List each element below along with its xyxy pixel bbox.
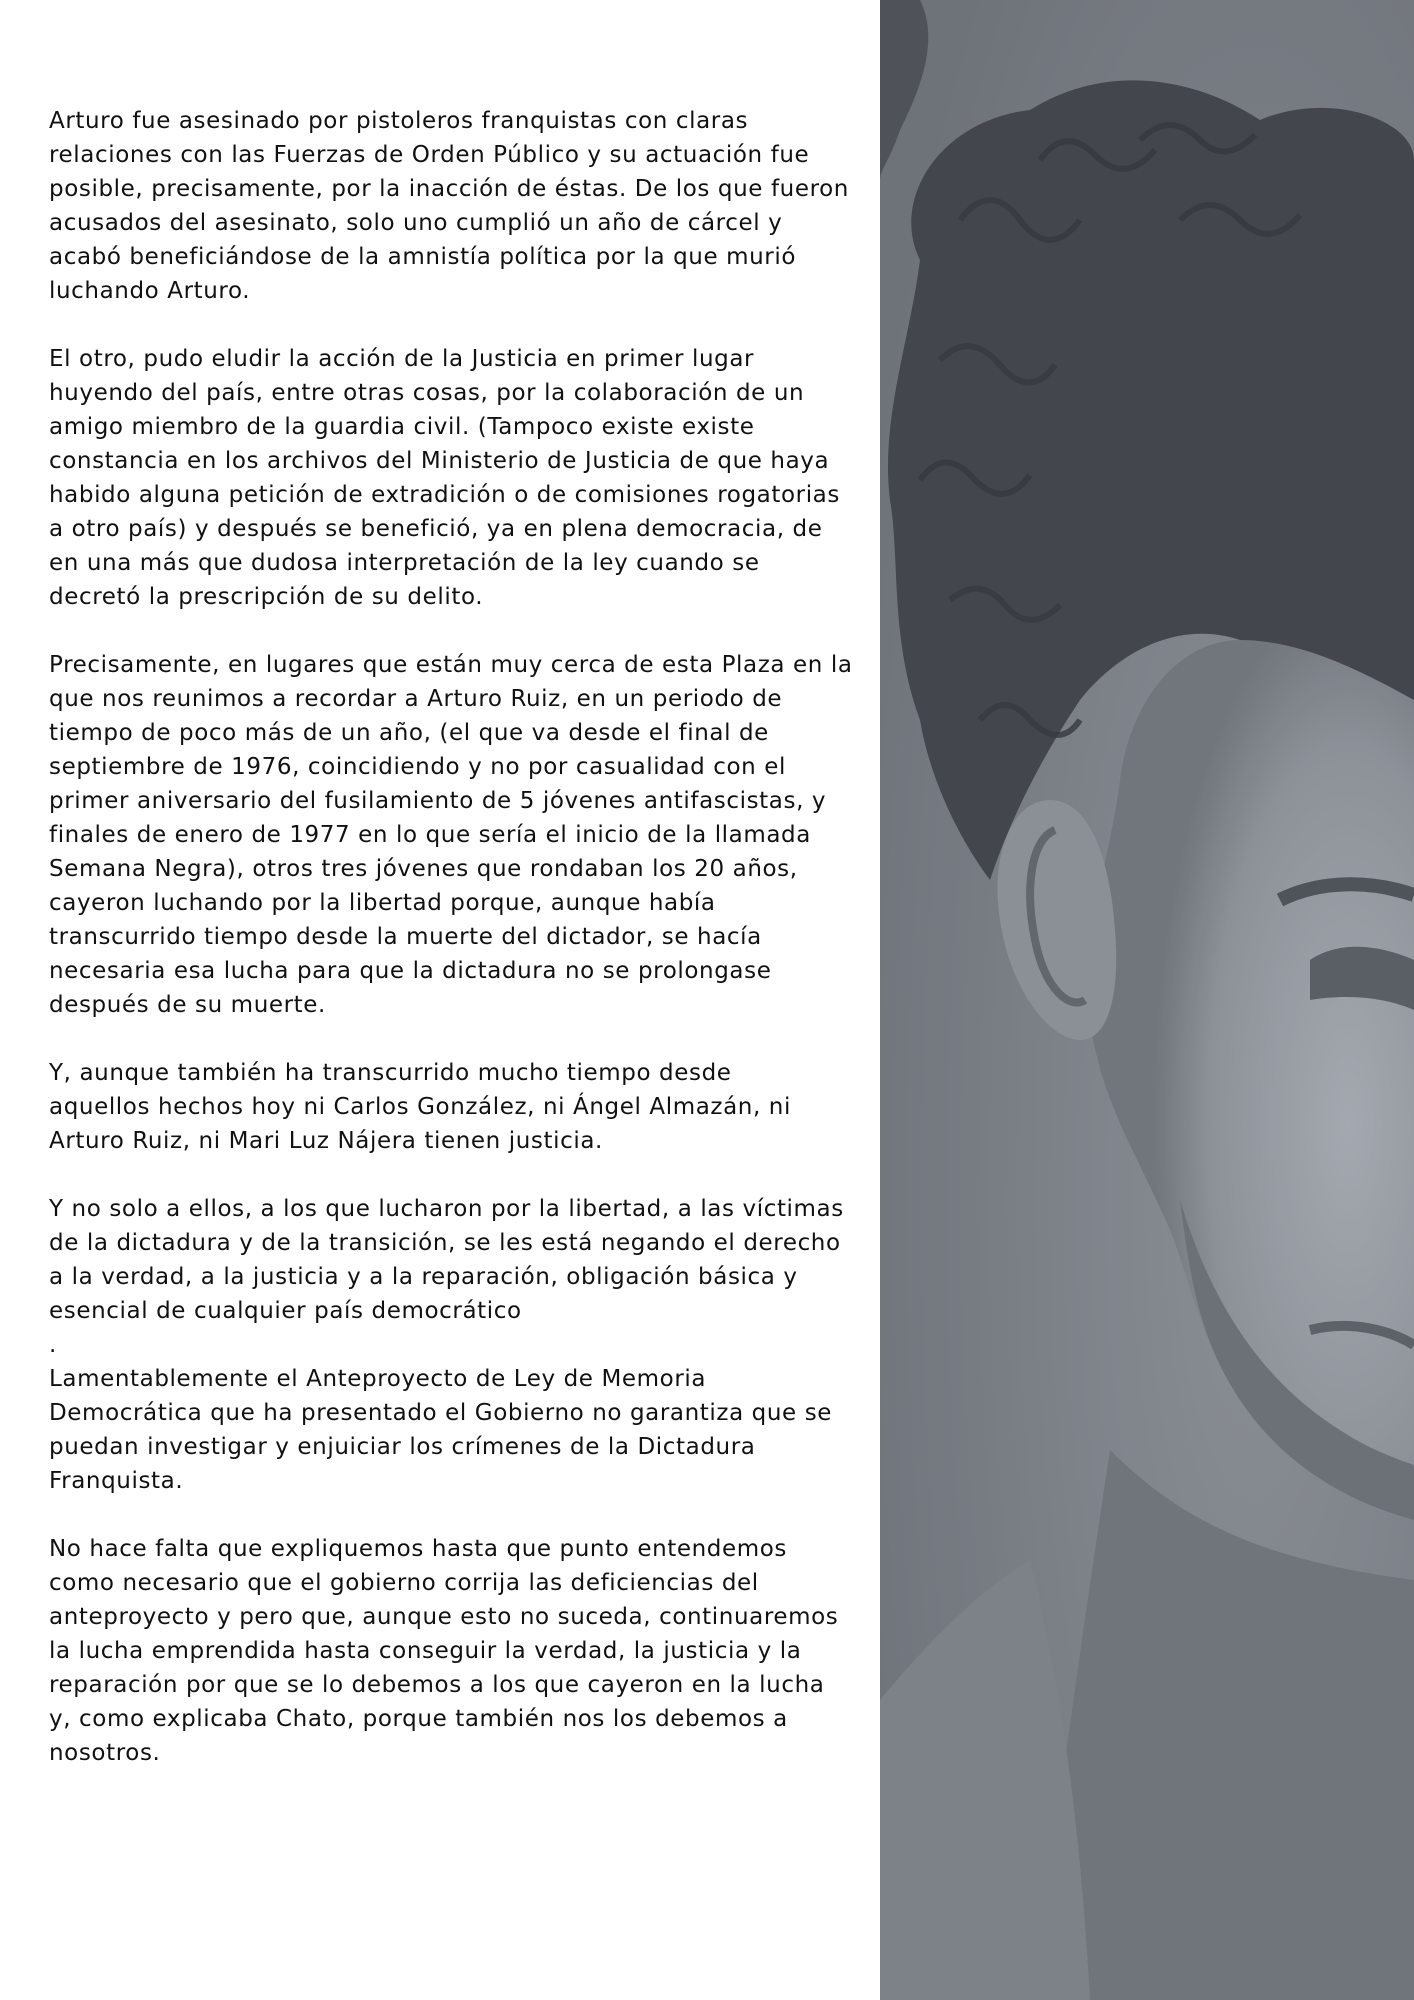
paragraph-5: Y no solo a ellos, a los que lucharon por la libertad, a las víctimas de la dictadura y de la transición, se les está negando el derecho a la verdad, a la justicia y a la reparación, obligación básica y esencial de cualquier país democrático — [49, 1196, 844, 1324]
paragraph-6: Lamentablemente el Anteproyecto de Ley de Memoria Democrática que ha presentado el Gobierno no garantiza que se puedan investigar y enjuiciar los crímenes de la Dictadura Franquista. — [49, 1366, 833, 1494]
paragraph-2: El otro, pudo eludir la acción de la Justicia en primer lugar huyendo del país, entre otras cosas, por la colaboración de un amigo miembro de la guardia civil. (Tampoco existe existe constancia en los archivos del Ministerio de Justicia de que haya habido alguna petición de extradición o de comisiones rogatorias a otro país) y después se benefició, ya en plena democracia, de en una más que dudosa interpretación de la ley cuando se decretó la prescripción de su delito. — [49, 346, 840, 610]
article-text — [49, 104, 881, 1770]
paragraph-3: Precisamente, en lugares que están muy cerca de esta Plaza en la que nos reunimos a recordar a Arturo Ruiz, en un periodo de tiempo de poco más de un año, (el que va desde el final de septiembre de 1976, coincidiendo y no por casualidad con el primer aniversario del fusilamiento de 5 jóvenes antifascistas, y finales de enero de 1977 en lo que sería el inicio de la llamada Semana Negra), otros tres jóvenes que rondaban los 20 años, cayeron luchando por la libertad porque, aunque había transcurrido tiempo desde la muerte del dictador, se hacía necesaria esa lucha para que la dictadura no se prolongase después de su muerte. — [49, 652, 853, 1018]
paragraph-7: No hace falta que expliquemos hasta que punto entendemos como necesario que el gobierno corrija las deficiencias del anteproyecto y pero que, aunque esto no suceda, continuaremos la lucha emprendida hasta conseguir la verdad, la justicia y la reparación por que se lo debemos a los que cayeron en la lucha y, como explicaba Chato, porque también nos los debemos a nosotros. — [49, 1536, 839, 1766]
paragraph-4: Y, aunque también ha transcurrido mucho tiempo desde aquellos hechos hoy ni Carlos González, ni Ángel Almazán, ni Arturo Ruiz, ni Mari Luz Nájera tienen justicia. — [49, 1060, 791, 1154]
portrait-photo — [880, 0, 1414, 2000]
paragraph-5-period: . — [49, 1332, 57, 1358]
paragraph-1-spacer — [49, 308, 881, 342]
portrait-photo-icon — [880, 0, 1414, 2000]
paragraph-1: Arturo fue asesinado por pistoleros franquistas con claras relaciones con las Fuerzas de Orden Público y su actuación fue posible, precisamente, por la inacción de éstas. De los que fueron acusados del asesinato, solo uno cumplió un año de cárcel y acabó beneficiándose de la amnistía política por la que murió luchando Arturo. — [49, 108, 849, 304]
